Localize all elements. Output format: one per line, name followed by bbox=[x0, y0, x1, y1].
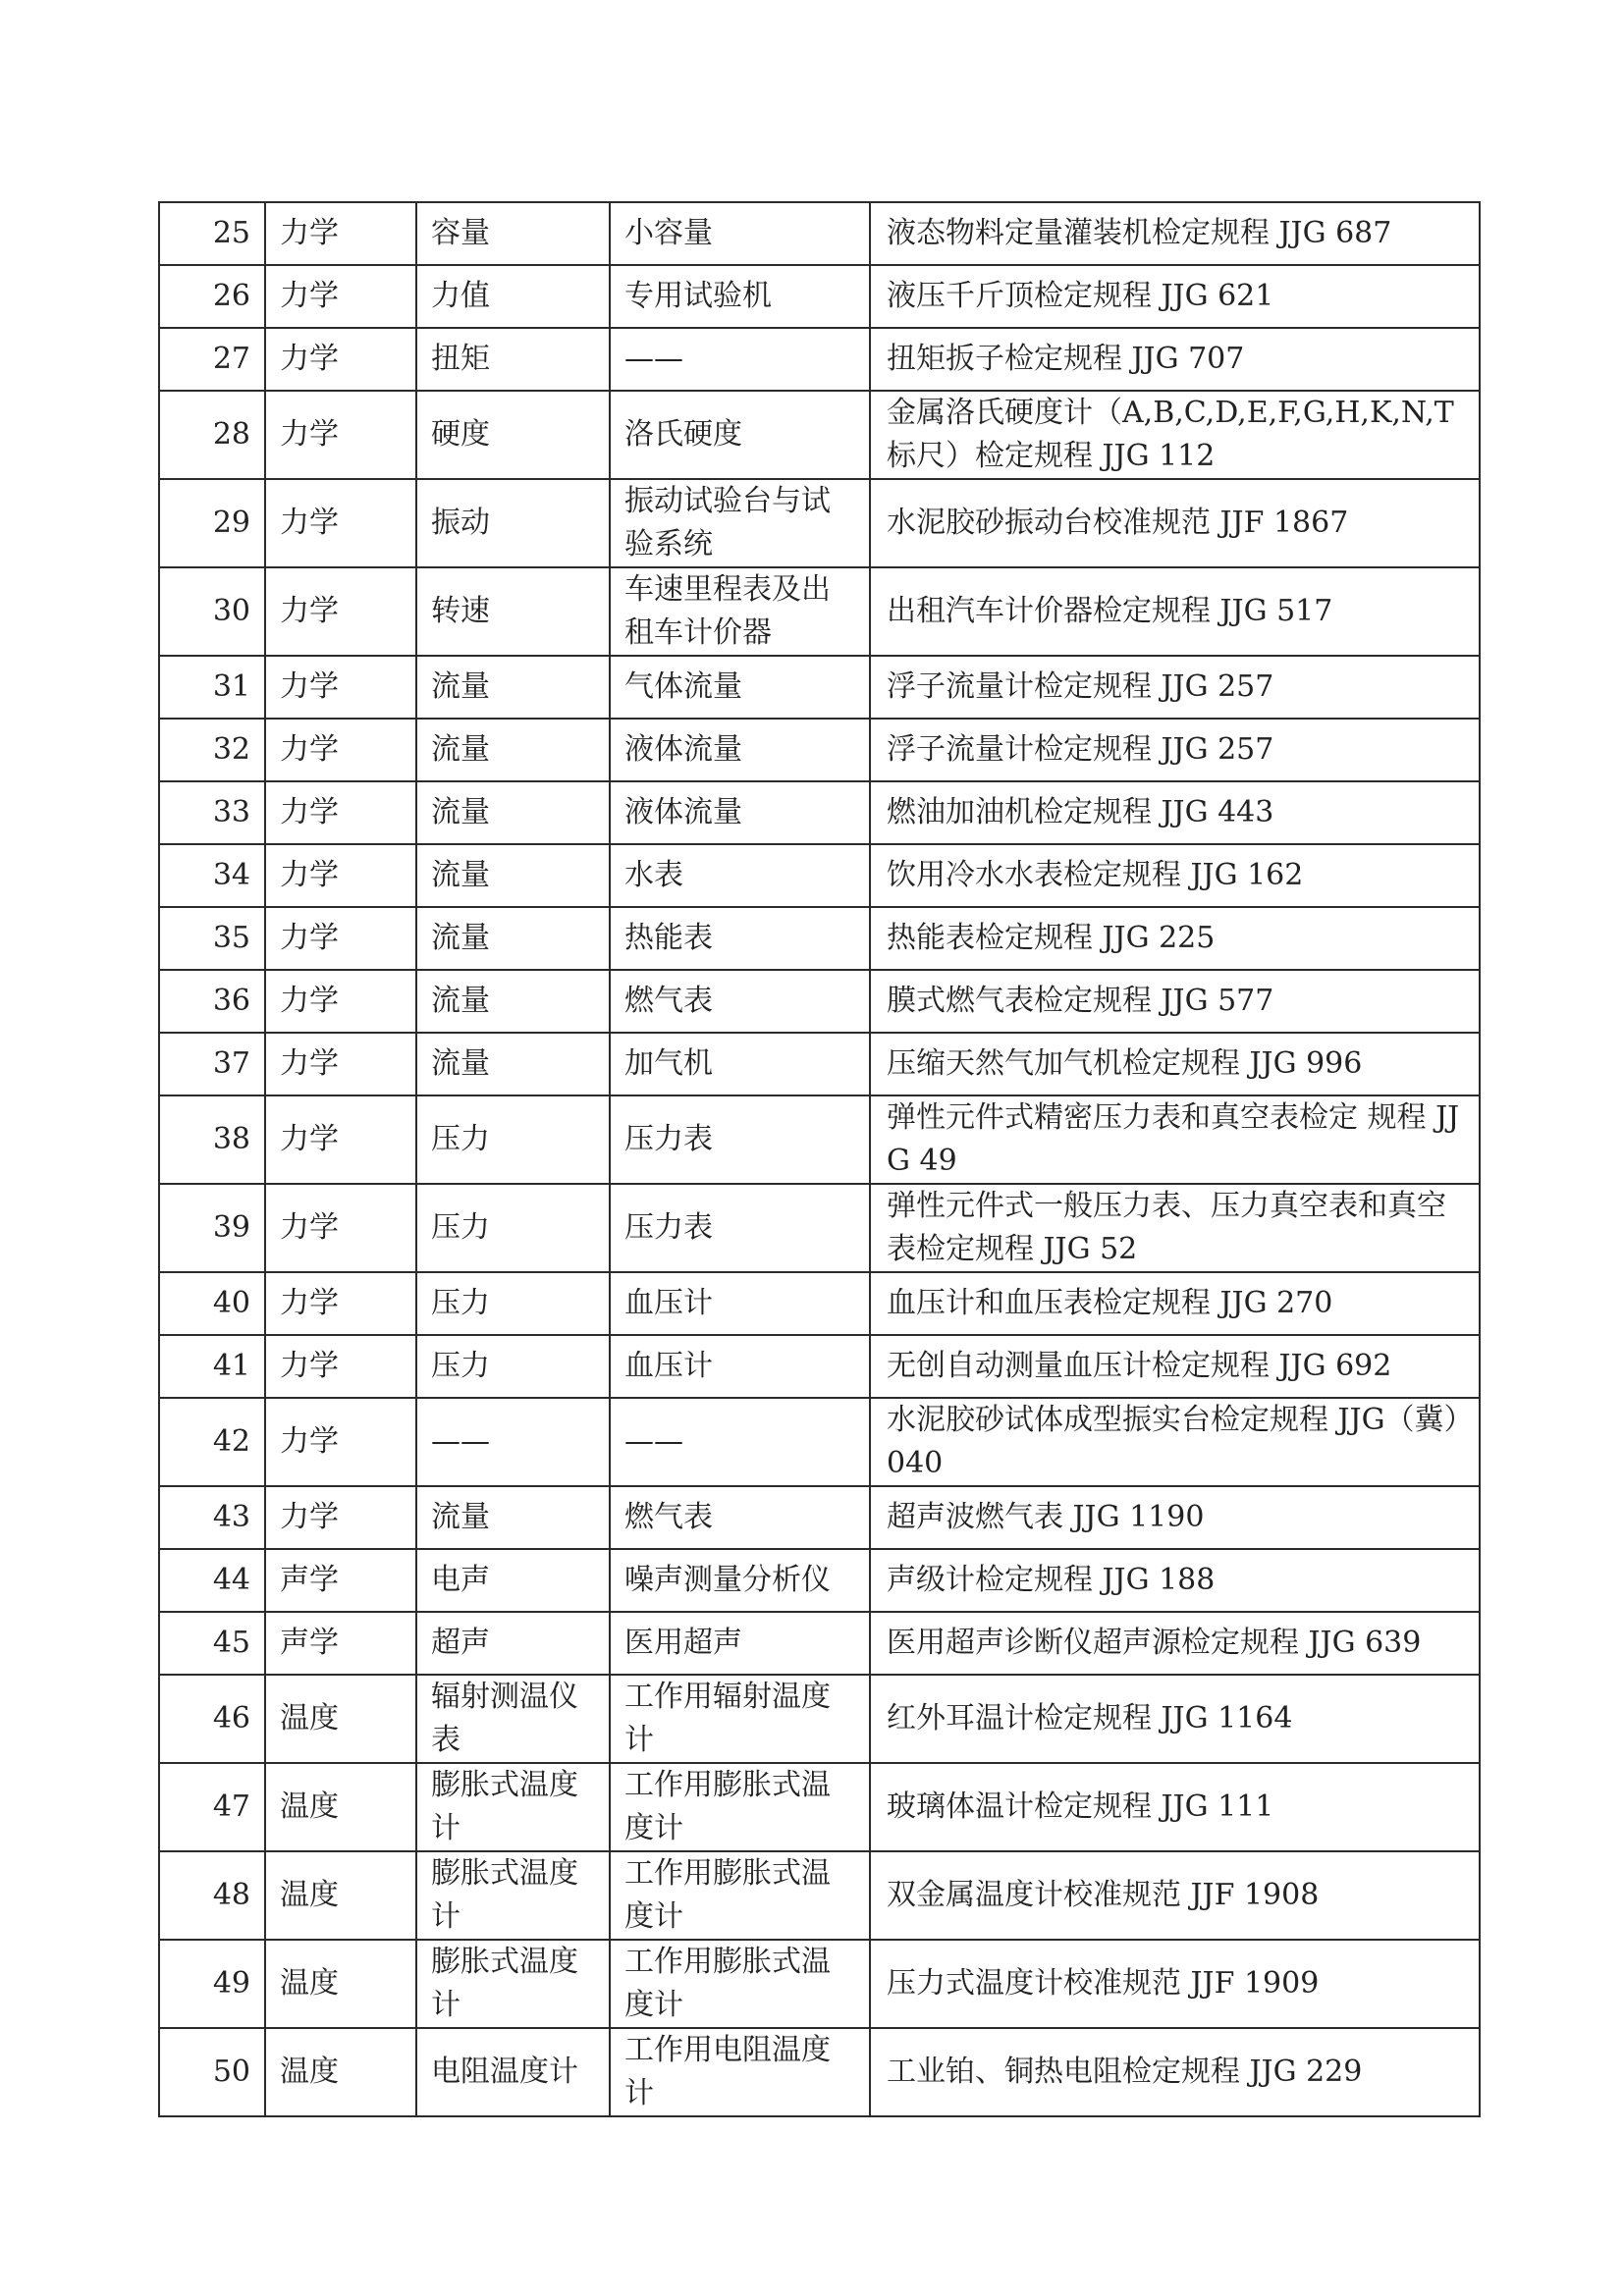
category-cell: 膨胀式温度计 bbox=[416, 1763, 610, 1851]
table-row bbox=[159, 1184, 1480, 1272]
regulation-cell: 热能表检定规程 JJG 225 bbox=[870, 907, 1480, 970]
category-cell: 流量 bbox=[416, 970, 610, 1033]
instrument-cell: 小容量 bbox=[610, 202, 870, 265]
category-cell: 流量 bbox=[416, 907, 610, 970]
instrument-cell: 压力表 bbox=[610, 1184, 870, 1272]
instrument-cell: 洛氏硬度 bbox=[610, 391, 870, 479]
table-row bbox=[159, 2028, 1480, 2116]
field-cell: 声学 bbox=[265, 1549, 416, 1612]
field-cell: 力学 bbox=[265, 781, 416, 844]
field-cell: 力学 bbox=[265, 479, 416, 567]
instrument-cell: 燃气表 bbox=[610, 1486, 870, 1549]
row-number: 50 bbox=[159, 2028, 265, 2116]
category-cell: 流量 bbox=[416, 1486, 610, 1549]
instrument-cell: 车速里程表及出租车计价器 bbox=[610, 567, 870, 656]
table-row bbox=[159, 1335, 1480, 1398]
regulation-cell: 液压千斤顶检定规程 JJG 621 bbox=[870, 265, 1480, 328]
field-cell: 力学 bbox=[265, 328, 416, 391]
field-cell: 力学 bbox=[265, 567, 416, 656]
field-cell: 力学 bbox=[265, 391, 416, 479]
category-cell: 压力 bbox=[416, 1095, 610, 1184]
instrument-cell: 液体流量 bbox=[610, 781, 870, 844]
regulation-cell: 水泥胶砂振动台校准规范 JJF 1867 bbox=[870, 479, 1480, 567]
table-row bbox=[159, 1675, 1480, 1763]
field-cell: 声学 bbox=[265, 1612, 416, 1675]
instrument-cell: 工作用膨胀式温度计 bbox=[610, 1763, 870, 1851]
category-cell: 流量 bbox=[416, 844, 610, 907]
regulation-cell: 膜式燃气表检定规程 JJG 577 bbox=[870, 970, 1480, 1033]
row-number: 49 bbox=[159, 1940, 265, 2028]
field-cell: 力学 bbox=[265, 1095, 416, 1184]
table-row bbox=[159, 781, 1480, 844]
table-row bbox=[159, 1033, 1480, 1095]
category-cell: 膨胀式温度计 bbox=[416, 1940, 610, 2028]
row-number: 42 bbox=[159, 1398, 265, 1486]
regulation-cell: 液态物料定量灌装机检定规程 JJG 687 bbox=[870, 202, 1480, 265]
instrument-cell: 加气机 bbox=[610, 1033, 870, 1095]
table-row bbox=[159, 202, 1480, 265]
category-cell: 压力 bbox=[416, 1184, 610, 1272]
field-cell: 力学 bbox=[265, 265, 416, 328]
category-cell: 容量 bbox=[416, 202, 610, 265]
instrument-cell: 压力表 bbox=[610, 1095, 870, 1184]
table-row bbox=[159, 1272, 1480, 1335]
row-number: 33 bbox=[159, 781, 265, 844]
regulation-cell: 浮子流量计检定规程 JJG 257 bbox=[870, 656, 1480, 719]
row-number: 43 bbox=[159, 1486, 265, 1549]
row-number: 34 bbox=[159, 844, 265, 907]
field-cell: 力学 bbox=[265, 719, 416, 781]
instrument-cell: 热能表 bbox=[610, 907, 870, 970]
table-row bbox=[159, 567, 1480, 656]
row-number: 39 bbox=[159, 1184, 265, 1272]
instrument-cell: 气体流量 bbox=[610, 656, 870, 719]
regulation-cell: 玻璃体温计检定规程 JJG 111 bbox=[870, 1763, 1480, 1851]
table-row bbox=[159, 1851, 1480, 1940]
field-cell: 力学 bbox=[265, 1033, 416, 1095]
category-cell: 转速 bbox=[416, 567, 610, 656]
field-cell: 力学 bbox=[265, 1486, 416, 1549]
field-cell: 温度 bbox=[265, 1763, 416, 1851]
instrument-cell: 水表 bbox=[610, 844, 870, 907]
table-row bbox=[159, 719, 1480, 781]
regulation-cell: 浮子流量计检定规程 JJG 257 bbox=[870, 719, 1480, 781]
regulation-cell: 无创自动测量血压计检定规程 JJG 692 bbox=[870, 1335, 1480, 1398]
row-number: 27 bbox=[159, 328, 265, 391]
field-cell: 力学 bbox=[265, 1272, 416, 1335]
category-cell: 辐射测温仪表 bbox=[416, 1675, 610, 1763]
regulation-cell: 压缩天然气加气机检定规程 JJG 996 bbox=[870, 1033, 1480, 1095]
category-cell: 流量 bbox=[416, 1033, 610, 1095]
instrument-cell: 振动试验台与试验系统 bbox=[610, 479, 870, 567]
regulation-cell: 弹性元件式一般压力表、压力真空表和真空表检定规程 JJG 52 bbox=[870, 1184, 1480, 1272]
instrument-cell: 血压计 bbox=[610, 1272, 870, 1335]
regulation-cell: 红外耳温计检定规程 JJG 1164 bbox=[870, 1675, 1480, 1763]
field-cell: 温度 bbox=[265, 2028, 416, 2116]
row-number: 44 bbox=[159, 1549, 265, 1612]
table-row bbox=[159, 391, 1480, 479]
instrument-cell: 血压计 bbox=[610, 1335, 870, 1398]
table-row bbox=[159, 844, 1480, 907]
category-cell: 压力 bbox=[416, 1335, 610, 1398]
table-row bbox=[159, 1398, 1480, 1486]
field-cell: 力学 bbox=[265, 844, 416, 907]
row-number: 36 bbox=[159, 970, 265, 1033]
row-number: 29 bbox=[159, 479, 265, 567]
table-row bbox=[159, 1095, 1480, 1184]
category-cell: —— bbox=[416, 1398, 610, 1486]
instrument-cell: 液体流量 bbox=[610, 719, 870, 781]
instrument-cell: 燃气表 bbox=[610, 970, 870, 1033]
field-cell: 力学 bbox=[265, 970, 416, 1033]
row-number: 48 bbox=[159, 1851, 265, 1940]
regulation-cell: 燃油加油机检定规程 JJG 443 bbox=[870, 781, 1480, 844]
row-number: 28 bbox=[159, 391, 265, 479]
regulation-cell: 扭矩扳子检定规程 JJG 707 bbox=[870, 328, 1480, 391]
row-number: 31 bbox=[159, 656, 265, 719]
row-number: 45 bbox=[159, 1612, 265, 1675]
regulation-cell: 血压计和血压表检定规程 JJG 270 bbox=[870, 1272, 1480, 1335]
category-cell: 振动 bbox=[416, 479, 610, 567]
table-row bbox=[159, 907, 1480, 970]
category-cell: 流量 bbox=[416, 656, 610, 719]
regulation-cell: 饮用冷水水表检定规程 JJG 162 bbox=[870, 844, 1480, 907]
category-cell: 硬度 bbox=[416, 391, 610, 479]
category-cell: 流量 bbox=[416, 781, 610, 844]
field-cell: 力学 bbox=[265, 1184, 416, 1272]
regulation-cell: 出租汽车计价器检定规程 JJG 517 bbox=[870, 567, 1480, 656]
table-row bbox=[159, 1763, 1480, 1851]
row-number: 30 bbox=[159, 567, 265, 656]
row-number: 32 bbox=[159, 719, 265, 781]
field-cell: 力学 bbox=[265, 656, 416, 719]
row-number: 37 bbox=[159, 1033, 265, 1095]
table-row bbox=[159, 1940, 1480, 2028]
category-cell: 膨胀式温度计 bbox=[416, 1851, 610, 1940]
table-row bbox=[159, 656, 1480, 719]
regulation-cell: 医用超声诊断仪超声源检定规程 JJG 639 bbox=[870, 1612, 1480, 1675]
table-row bbox=[159, 1549, 1480, 1612]
row-number: 35 bbox=[159, 907, 265, 970]
row-number: 40 bbox=[159, 1272, 265, 1335]
category-cell: 流量 bbox=[416, 719, 610, 781]
regulation-cell: 压力式温度计校准规范 JJF 1909 bbox=[870, 1940, 1480, 2028]
table-row bbox=[159, 479, 1480, 567]
row-number: 25 bbox=[159, 202, 265, 265]
row-number: 47 bbox=[159, 1763, 265, 1851]
category-cell: 力值 bbox=[416, 265, 610, 328]
table-row bbox=[159, 328, 1480, 391]
table-row bbox=[159, 265, 1480, 328]
field-cell: 力学 bbox=[265, 907, 416, 970]
field-cell: 温度 bbox=[265, 1940, 416, 2028]
category-cell: 电声 bbox=[416, 1549, 610, 1612]
field-cell: 力学 bbox=[265, 1335, 416, 1398]
regulation-table bbox=[158, 201, 1481, 2117]
field-cell: 温度 bbox=[265, 1675, 416, 1763]
category-cell: 电阻温度计 bbox=[416, 2028, 610, 2116]
category-cell: 压力 bbox=[416, 1272, 610, 1335]
row-number: 26 bbox=[159, 265, 265, 328]
row-number: 38 bbox=[159, 1095, 265, 1184]
instrument-cell: 专用试验机 bbox=[610, 265, 870, 328]
instrument-cell: —— bbox=[610, 1398, 870, 1486]
instrument-cell: 噪声测量分析仪 bbox=[610, 1549, 870, 1612]
regulation-cell: 工业铂、铜热电阻检定规程 JJG 229 bbox=[870, 2028, 1480, 2116]
field-cell: 温度 bbox=[265, 1851, 416, 1940]
instrument-cell: 工作用电阻温度计 bbox=[610, 2028, 870, 2116]
instrument-cell: —— bbox=[610, 328, 870, 391]
field-cell: 力学 bbox=[265, 202, 416, 265]
table-row bbox=[159, 1612, 1480, 1675]
instrument-cell: 医用超声 bbox=[610, 1612, 870, 1675]
regulation-cell: 声级计检定规程 JJG 188 bbox=[870, 1549, 1480, 1612]
table-row bbox=[159, 1486, 1480, 1549]
category-cell: 超声 bbox=[416, 1612, 610, 1675]
regulation-cell: 金属洛氏硬度计（A,B,C,D,E,F,G,H,K,N,T标尺）检定规程 JJG 112 bbox=[870, 391, 1480, 479]
regulation-cell: 弹性元件式精密压力表和真空表检定 规程 JJG 49 bbox=[870, 1095, 1480, 1184]
instrument-cell: 工作用膨胀式温度计 bbox=[610, 1940, 870, 2028]
instrument-cell: 工作用膨胀式温度计 bbox=[610, 1851, 870, 1940]
instrument-cell: 工作用辐射温度计 bbox=[610, 1675, 870, 1763]
table-row bbox=[159, 970, 1480, 1033]
row-number: 41 bbox=[159, 1335, 265, 1398]
regulation-cell: 水泥胶砂试体成型振实台检定规程 JJG（冀）040 bbox=[870, 1398, 1480, 1486]
row-number: 46 bbox=[159, 1675, 265, 1763]
field-cell: 力学 bbox=[265, 1398, 416, 1486]
category-cell: 扭矩 bbox=[416, 328, 610, 391]
regulation-cell: 超声波燃气表 JJG 1190 bbox=[870, 1486, 1480, 1549]
regulation-cell: 双金属温度计校准规范 JJF 1908 bbox=[870, 1851, 1480, 1940]
